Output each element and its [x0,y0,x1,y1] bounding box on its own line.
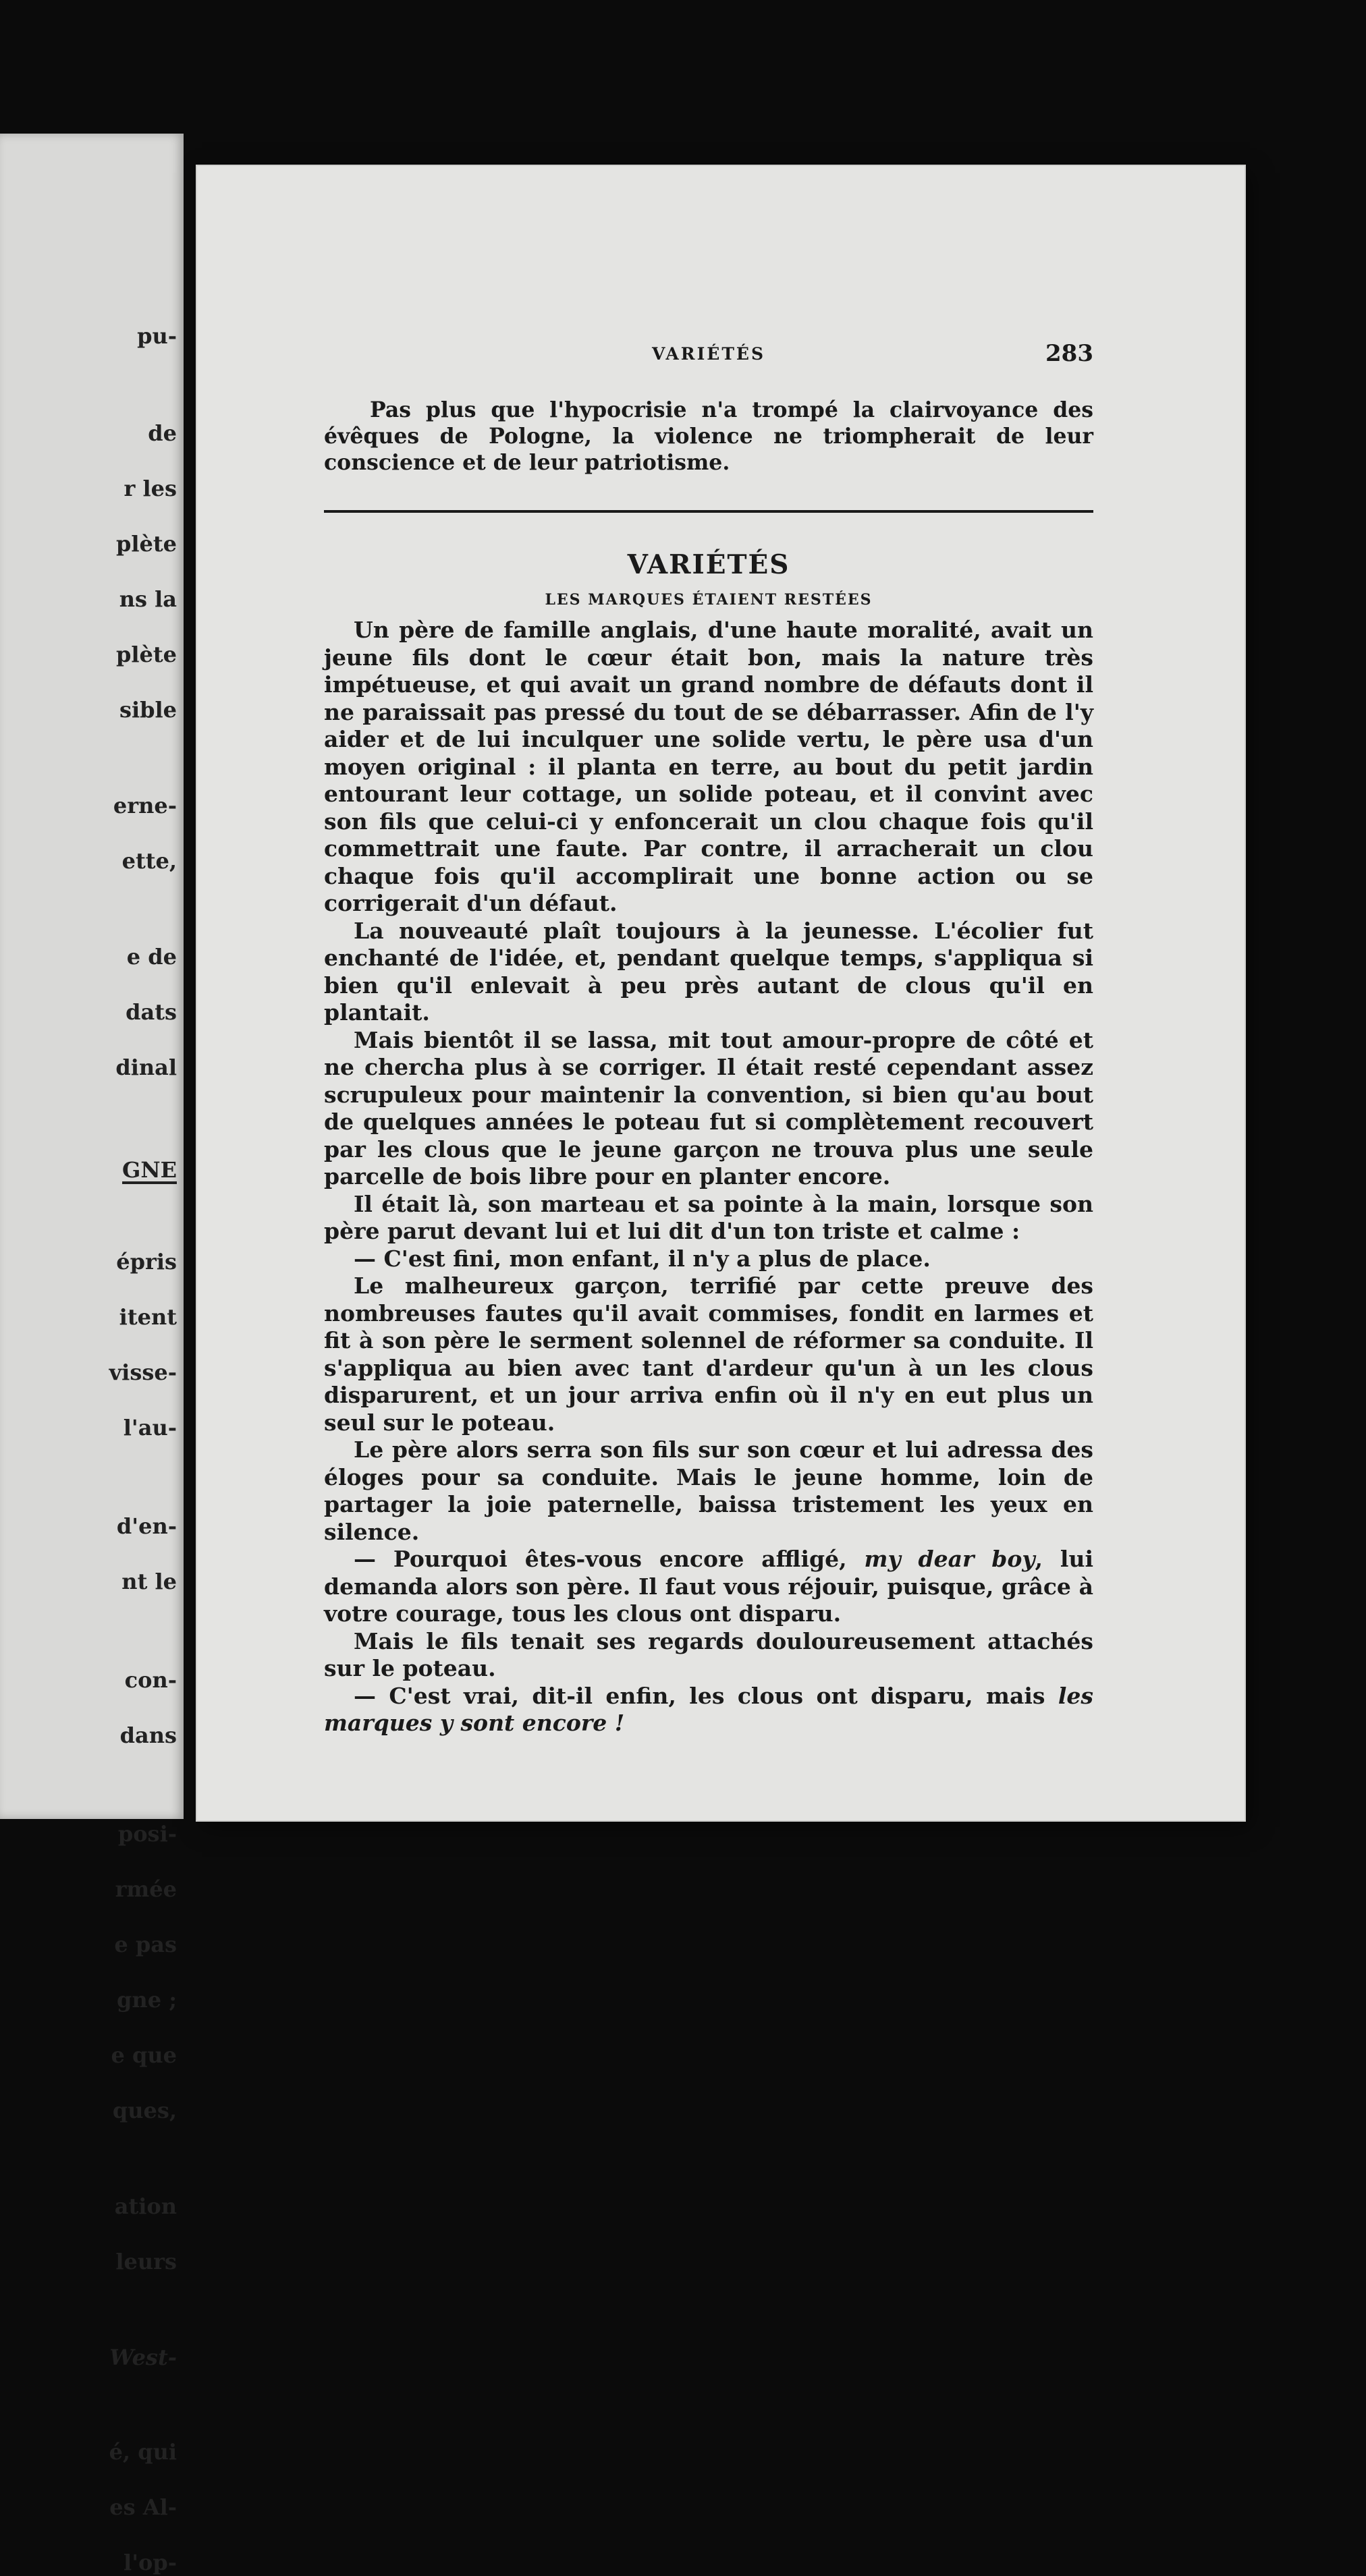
dialogue-text: , lui demanda alors son père. Il faut vous réjouir, puisque, grâce à votre courage, tous les clous ont disparu. [324,1546,1093,1627]
lead-paragraph: Pas plus que l'hypocrisie n'a trompé la clairvoyance des évêques de Pologne, la violence ne triompherait de leur conscience et de leur patriotisme. [324,397,1093,475]
left-page-line: erne- [113,793,177,818]
left-page-line: l'au- [123,1415,177,1440]
left-page-line: es Al- [109,2494,177,2520]
section-subtitle: LES MARQUES ÉTAIENT RESTÉES [545,591,873,609]
left-page-line: ns la [119,586,177,612]
article-paragraph-dialogue [324,1546,1093,1628]
running-head [324,340,1093,371]
left-page-line: pu- [137,323,177,349]
left-page-line: visse- [109,1360,177,1385]
left-page-line: ques, [112,2098,177,2123]
italic-phrase: les marques y sont encore ! [324,1682,1093,1736]
section-divider [324,510,1093,513]
left-page-line: l'op- [124,2550,177,2575]
left-page-line: dats [126,999,177,1025]
article-paragraph: La nouveauté plaît toujours à la jeunesse. L'écolier fut enchanté de l'idée, et, pendant quelque temps, s'appliqua si bien qu'il enlevait à peu près autant de clous qu'il en plantait. [324,917,1093,1026]
left-page-line: leurs [115,2249,177,2274]
left-page-line: West- [109,2345,177,2370]
article-paragraph: Le père alors serra son fils sur son cœur et lui adressa des éloges pour sa conduite. Mais le jeune homme, loin de partager la joie paternelle, baissa tristement les yeux en silence. [324,1436,1093,1545]
left-page-line: r les [124,476,177,501]
article-paragraph: Mais le fils tenait ses regards douloureusement attachés sur le poteau. [324,1627,1093,1681]
article-paragraph: Un père de famille anglais, d'une haute moralité, avait un jeune fils dont le cœur était bon, mais la nature très impétueuse, et qui avait un grand nombre de défauts dont il ne paraissait pas pressé du tout de se débarrasser. Afin de l'y aider et de lui inculquer une solide vertu, le père usa d'un moyen original : il planta en terre, au bout du petit jardin entourant leur cottage, un solide poteau, et il convint avec son fils que celui-ci y enfoncerait un clou chaque fois qu'il commettrait une faute. Par contre, il arracherait un clou chaque fois qu'il accomplirait une bonne action ou se corrigerait d'un défaut. [324,617,1093,916]
left-page-line: posi- [117,1821,177,1847]
section-title: VARIÉTÉS [627,549,790,580]
left-page-line: de [148,420,177,446]
left-page-line: dans [119,1723,177,1748]
left-page-line: gne ; [117,1987,177,2013]
left-page-line: é, qui [109,2439,177,2465]
left-page-line: plète [115,642,177,667]
article-paragraph-final [324,1683,1093,1737]
left-page-line: ette, [121,848,177,874]
left-page-line: plète [115,531,177,557]
left-page-line: itent [119,1304,177,1330]
article-paragraph: Le malheureux garçon, terrifié par cette preuve des nombreuses fautes qu'il avait commises, fondit en larmes et fit à son père le serment solennel de réformer sa conduite. Il s'appliqua au bien avec tant d'ardeur qu'un à un les clous disparurent, et un jour arriva enfin où il n'y en eut plus un seul sur le poteau. [324,1272,1093,1436]
left-page-line: ation [114,2193,177,2219]
running-title: VARIÉTÉS [651,344,766,364]
article-paragraph: — C'est fini, mon enfant, il n'y a plus de place. [354,1245,931,1272]
left-page-line: e que [111,2042,177,2068]
article-paragraph: Mais bientôt il se lassa, mit tout amour-propre de côté et ne chercha plus à se corriger. Il était resté cependant assez scrupuleux pour maintenir la convention, si bien qu'au bout de quelques années le poteau fut si complètement recouvert par les clous que le jeune garçon ne trouva plus une seule parcelle de bois libre pour en planter encore. [324,1026,1093,1189]
left-page-fragment [0,134,184,2575]
left-page-line: dinal [115,1055,177,1080]
dialogue-text: — Pourquoi êtes-vous encore affligé, [354,1546,865,1572]
left-page-line: d'en- [116,1513,177,1539]
left-page-line: sible [119,697,177,723]
left-page-line: rmée [115,1876,177,1902]
article-body [324,617,1093,1737]
left-page-line: nt le [121,1569,177,1594]
final-text: — C'est vrai, dit-il enfin, les clous ont disparu, mais [354,1682,1058,1709]
page-number: 283 [1045,340,1093,367]
left-page-line: e pas [114,1932,177,1957]
article-paragraph: Il était là, son marteau et sa pointe à la main, lorsque son père parut devant lui et lui dit d'un ton triste et calme : [324,1190,1093,1244]
italic-phrase: my dear boy [864,1546,1035,1572]
left-page-line: GNE [122,1157,177,1183]
book-page [197,166,1245,1820]
left-page-line: épris [116,1249,177,1275]
left-page-line: con- [124,1667,177,1693]
left-page-line: e de [126,944,177,970]
